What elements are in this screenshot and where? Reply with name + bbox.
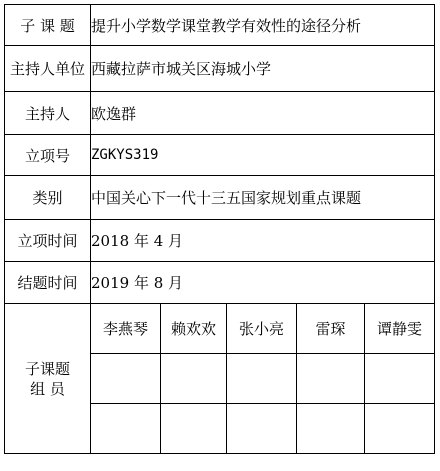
value-host-unit: 西藏拉萨市城关区海城小学 xyxy=(91,46,435,92)
row-members-names xyxy=(5,304,435,354)
value-project-number: ZGKYS319 xyxy=(91,135,435,176)
label-subproject: 子 课 题 xyxy=(5,5,91,46)
row-category xyxy=(5,176,435,220)
value-host: 欧逸群 xyxy=(91,92,435,135)
row-subproject xyxy=(5,5,435,46)
blank-cell xyxy=(227,404,297,454)
label-completion-time: 结题时间 xyxy=(5,262,91,304)
value-approval-time: 2018 年 4 月 xyxy=(91,220,435,262)
blank-cell xyxy=(91,354,161,404)
label-members xyxy=(5,304,91,454)
label-approval-time: 立项时间 xyxy=(5,220,91,262)
blank-cell xyxy=(161,354,227,404)
value-subproject: 提升小学数学课堂教学有效性的途径分析 xyxy=(91,5,435,46)
blank-cell xyxy=(161,404,227,454)
row-host xyxy=(5,92,435,135)
value-completion-time: 2019 年 8 月 xyxy=(91,262,435,304)
label-host: 主持人 xyxy=(5,92,91,135)
project-info-table xyxy=(4,4,435,454)
blank-cell xyxy=(297,354,365,404)
row-host-unit xyxy=(5,46,435,92)
member-name: 雷琛 xyxy=(297,304,365,354)
label-category: 类别 xyxy=(5,176,91,220)
value-category: 中国关心下一代十三五国家规划重点课题 xyxy=(91,176,435,220)
member-name: 赖欢欢 xyxy=(161,304,227,354)
label-project-number: 立项号 xyxy=(5,135,91,176)
member-name: 李燕琴 xyxy=(91,304,161,354)
row-completion-time xyxy=(5,262,435,304)
blank-cell xyxy=(365,404,435,454)
label-host-unit: 主持人单位 xyxy=(5,46,91,92)
blank-cell xyxy=(227,354,297,404)
member-name: 谭静雯 xyxy=(365,304,435,354)
member-name: 张小亮 xyxy=(227,304,297,354)
blank-cell xyxy=(297,404,365,454)
row-approval-time xyxy=(5,220,435,262)
project-info-sheet xyxy=(4,4,434,454)
blank-cell xyxy=(91,404,161,454)
label-members-line1: 子课题 xyxy=(24,359,70,378)
row-project-number xyxy=(5,135,435,176)
label-members-line2: 组 员 xyxy=(30,379,65,398)
blank-cell xyxy=(365,354,435,404)
